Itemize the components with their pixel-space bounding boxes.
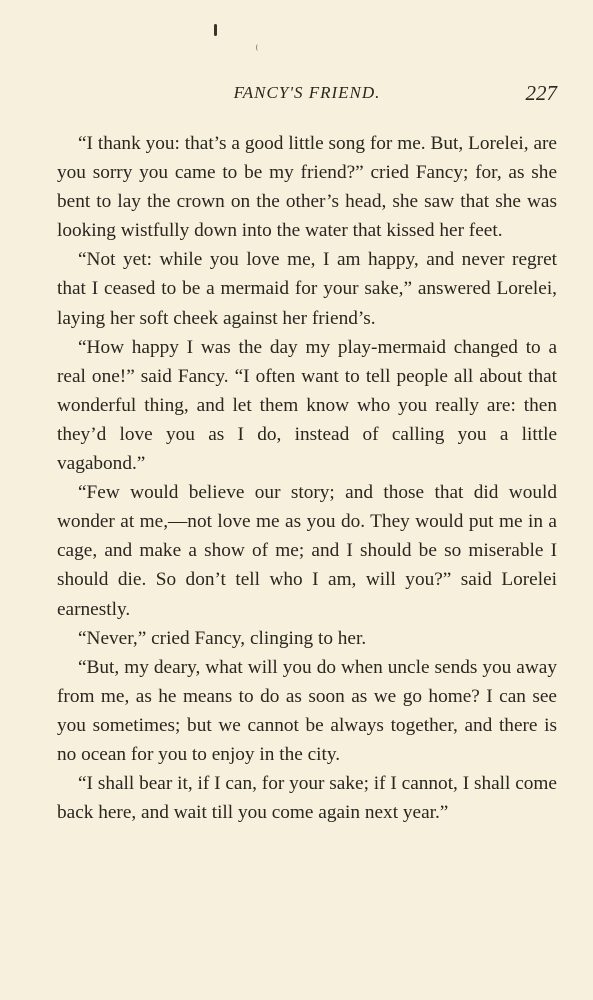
page-header [57,78,557,108]
running-title: FANCY'S FRIEND. [233,83,381,102]
paragraph: “Not yet: while you love me, I am happy, and never regret that I ceased to be a mermaid for your sake,” answered Lorelei, laying her soft cheek against her friend’s. [57,249,557,329]
paragraph: “Never,” cried Fancy, clinging to her. [78,627,367,649]
paragraph: “Few would believe our story; and those that did would wonder at me,—not love me as you do. They would put me in a cage, and make a show of me; and I should be so miserable I should die. So don’t tell who I am, will you?” said Lorelei earnestly. [57,482,557,620]
paragraph: “I shall bear it, if I can, for your sake; if I cannot, I shall come back here, and wait till you come again next year.” [57,773,557,824]
paragraph: “But, my deary, what will you do when uncle sends you away from me, as he means to do as soon as we go home? I can see you sometimes; but we cannot be always together, and there is no ocean for you to enjoy in the city. [57,656,557,765]
paragraph: “How happy I was the day my play-mermaid changed to a real one!” said Fancy. “I often want to tell people all about that wonderful thing, and let them know who you really are: then they’d love you as I do, instead of calling you a little vagabond.” [57,336,557,475]
paragraph: “I thank you: that’s a good little song for me. But, Lorelei, are you sorry you came to be my friend?” cried Fancy; for, as she bent to lay the crown on the other’s head, she saw that she was looking wistfully down into the water that kissed her feet. [57,133,557,242]
ink-speck [214,24,217,36]
body-text [57,129,557,827]
ink-speck [256,44,260,51]
page-number: 227 [525,81,557,105]
